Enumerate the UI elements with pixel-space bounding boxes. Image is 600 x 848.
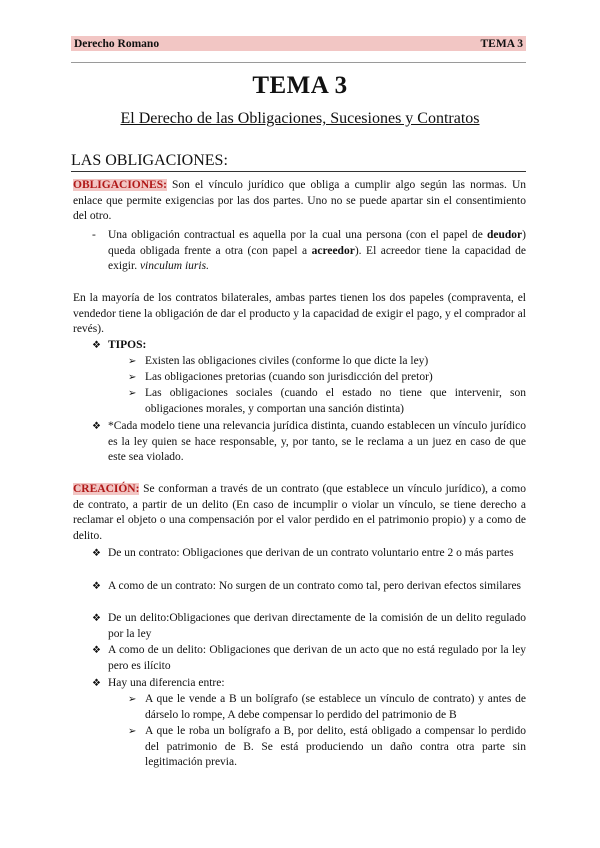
contractual-text-2: ) queda obligada frente a otra (con papel a: [108, 229, 526, 257]
creacion-item: A como de un delito: Obligaciones que derivan de un acto que no está regulado por la ley pero es ilícito: [108, 644, 526, 672]
dash-bullet: -: [92, 229, 96, 241]
diamond-bullet-icon: ❖: [92, 581, 101, 592]
arrow-bullet-icon: ➢: [128, 726, 137, 737]
creacion-term: CREACIÓN:: [73, 483, 140, 495]
contractual-text-1: Una obligación contractual es aquella por la cual una persona (con el papel de: [108, 229, 487, 241]
diamond-bullet-icon: ❖: [92, 645, 101, 656]
page-title: TEMA 3: [252, 72, 348, 99]
creacion-item: A como de un contrato: No surgen de un contrato como tal, pero derivan efectos similares: [108, 580, 522, 592]
creacion-paragraph: [73, 482, 526, 544]
diamond-bullet-icon: ❖: [92, 548, 101, 559]
term-deudor: deudor: [487, 229, 523, 241]
creacion-item: De un delito:Obligaciones que derivan directamente de la comisión de un delito regulado por la ley: [108, 612, 526, 640]
diamond-bullet-icon: ❖: [92, 421, 101, 432]
contractual-paragraph: [108, 228, 526, 275]
obligaciones-paragraph: [73, 178, 526, 225]
term-acreedor: acreedor: [311, 244, 355, 257]
tipos-item: Las obligaciones sociales (cuando el estado no tiene que intervenir, son obligaciones morales, y comportan una sanción distinta): [145, 387, 526, 415]
diamond-bullet-icon: ❖: [92, 613, 101, 624]
arrow-bullet-icon: ➢: [128, 356, 137, 367]
arrow-bullet-icon: ➢: [128, 388, 137, 399]
creacion-text: Se conforman a través de un contrato (que establece un vínculo jurídico), a como de contrato, a partir de un delito (En caso de incumplir o violar un vínculo, se tiene derecho a reclamar el objeto o una compensación por el valor perdido en el patrimonio propio) y a como de delito.: [73, 483, 526, 542]
latin-term: vinculum iuris.: [139, 260, 209, 273]
page-subtitle: El Derecho de las Obligaciones, Sucesiones y Contratos: [120, 110, 480, 127]
header-course: Derecho Romano: [74, 37, 160, 50]
bilaterales-paragraph: En la mayoría de los contratos bilaterales, ambas partes tienen los dos papeles (compraventa, el vendedor tiene la obligación de dar el producto y la capacidad de exigir el pago, y el comprador al revés).: [73, 292, 526, 336]
obligaciones-text: Son el vínculo jurídico que obliga a cumplir algo según las normas. Un enlace que permite exigencias por las dos partes. Uno no se puede apartar sin el consentimiento del otro.: [73, 179, 526, 223]
tipos-label: TIPOS:: [108, 339, 147, 351]
tipos-note: *Cada modelo tiene una relevancia jurídica distinta, cuando establecen un vínculo jurídico es la ley quien se hace responsable, y, por tanto, se le reclama a un juez en caso de que este sea violado.: [108, 420, 526, 464]
creacion-example: A que le roba un bolígrafo a B, por delito, está obligado a compensar lo perdido del patrimonio de B. Se está produciendo un daño contra otra parte sin legitimación previa.: [145, 725, 526, 769]
creacion-item: De un contrato: Obligaciones que derivan de un contrato voluntario entre 2 o más partes: [108, 547, 514, 559]
running-header: [71, 36, 526, 51]
diamond-bullet-icon: ❖: [92, 678, 101, 689]
creacion-item: Hay una diferencia entre:: [108, 677, 225, 689]
tipos-item: Existen las obligaciones civiles (conforme lo que dicte la ley): [145, 355, 429, 367]
header-topic: TEMA 3: [480, 37, 523, 50]
arrow-bullet-icon: ➢: [128, 372, 137, 383]
creacion-example: A que le vende a B un bolígrafo (se establece un vínculo de contrato) y antes de dárselo lo rompe, A debe compensar lo perdido del patrimonio de B: [145, 693, 526, 721]
obligaciones-term: OBLIGACIONES:: [73, 179, 167, 191]
tipos-item: Las obligaciones pretorias (cuando son jurisdicción del pretor): [145, 371, 433, 383]
header-divider: [71, 62, 526, 63]
contractual-text-3: ). El acreedor tiene la capacidad de exigir.: [108, 244, 526, 273]
arrow-bullet-icon: ➢: [128, 694, 137, 705]
section-heading: LAS OBLIGACIONES:: [71, 152, 526, 172]
diamond-bullet-icon: ❖: [92, 340, 101, 351]
